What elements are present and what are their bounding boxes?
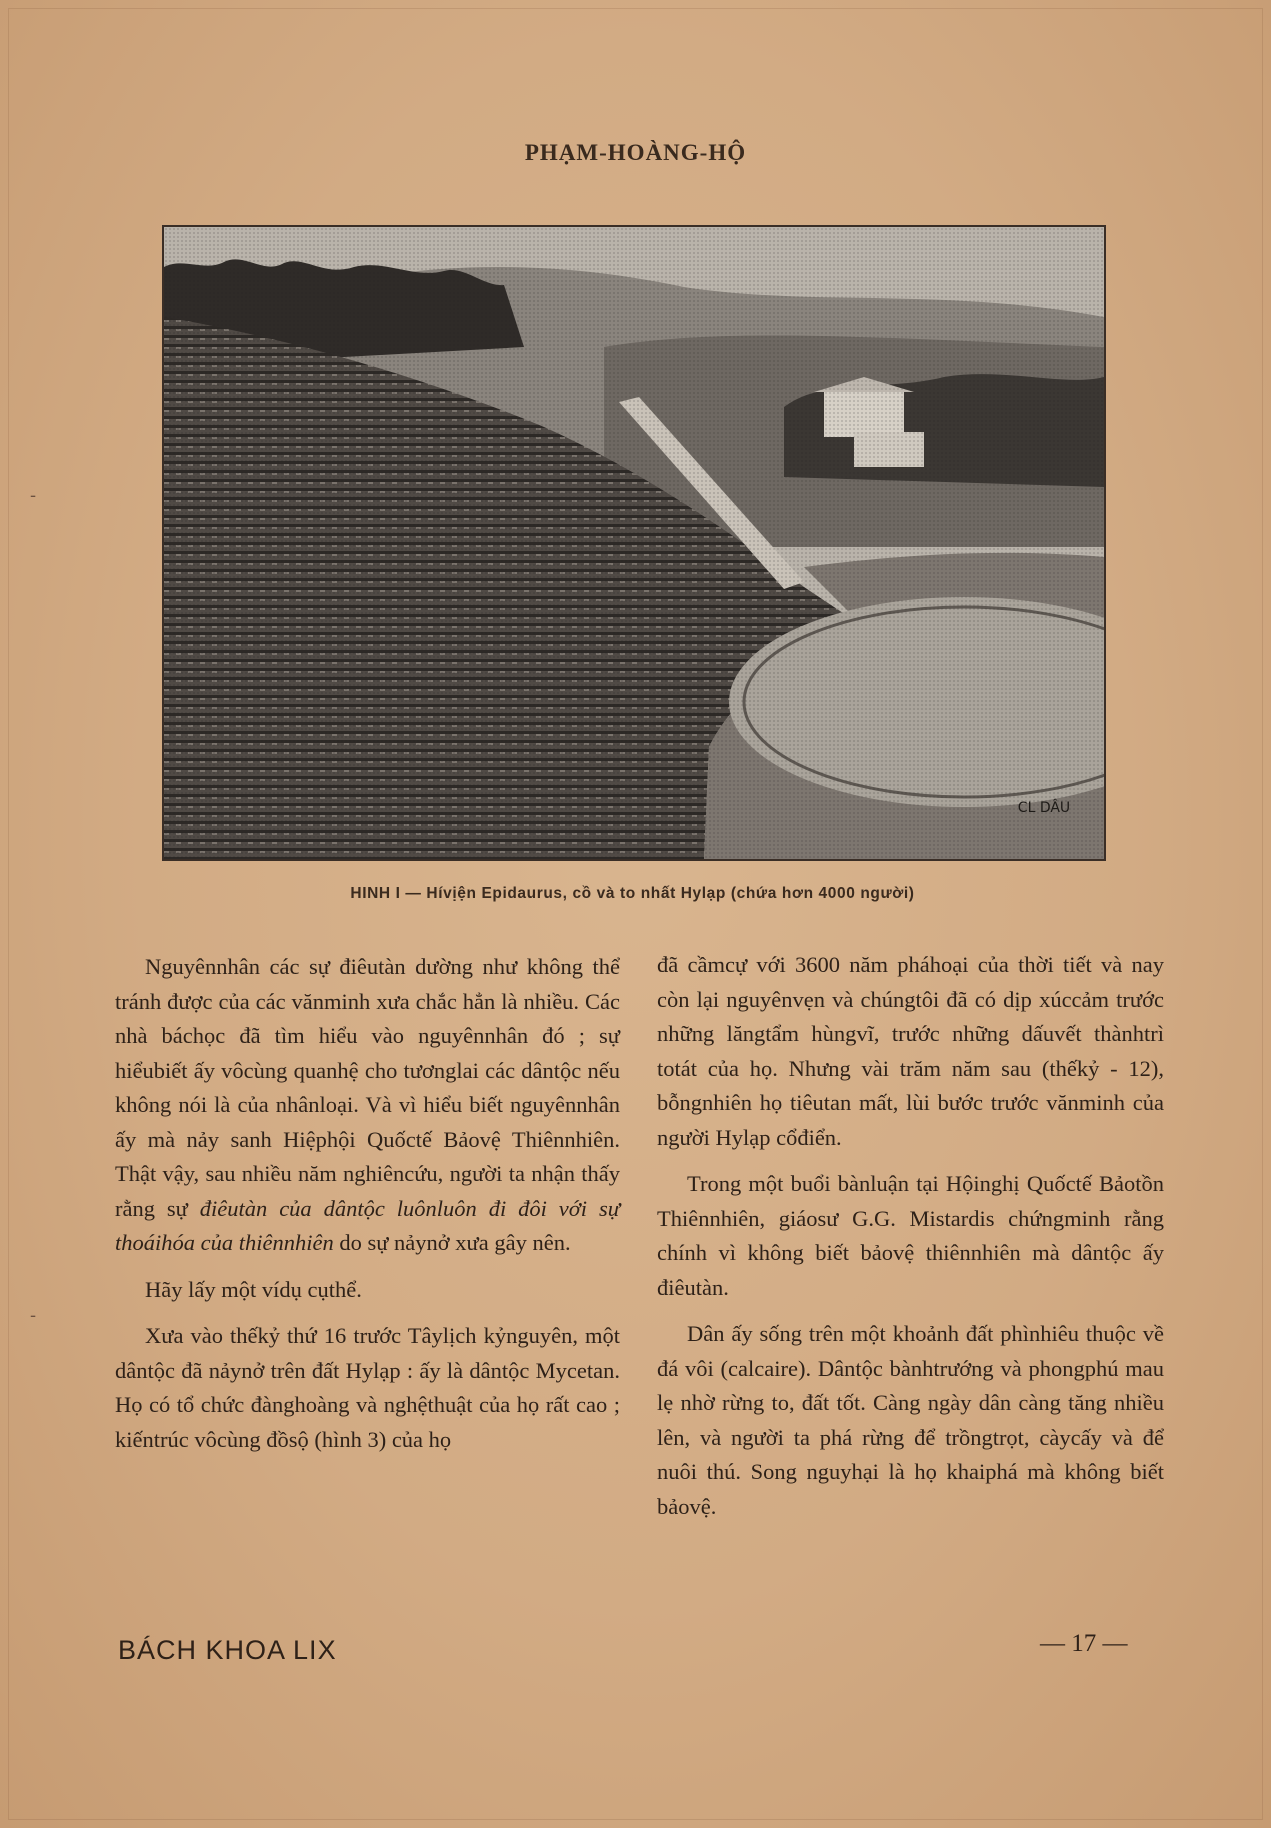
paragraph-text: do sự nảynở xưa gây nên. <box>333 1230 571 1255</box>
paragraph: Trong một buổi bànluận tại Hộinghị Quốctế Bảotồn Thiênnhiên, giáosư G.G. Mistardis chứngminh rằng chính vì không biết bảovệ thiênnhiên mà dântộc ấy điêutàn. <box>657 1171 1164 1300</box>
paragraph: đã cầmcự với 3600 năm pháhoại của thời tiết và nay còn lại nguyênvẹn và chúngtôi đã có dịp xúccảm trước những lăngtẩm hùngvĩ, trước những dấuvết thànhtrì totát của họ. Nhưng vài trăm năm sau (thếkỷ - 12), bỗngnhiên họ tiêutan mất, lùi bước trước vănminh của người Hylạp cổđiển. <box>657 952 1164 1150</box>
paragraph: Dân ấy sống trên một khoảnh đất phìnhiêu thuộc về đá vôi (calcaire). Dântộc bànhtrướng và phongphú mau lẹ nhờ rừng to, đất tốt. Càng ngày dân càng tăng nhiều lên, và người ta phá rừng để trồngtrọt, càycấy và để nuôi thú. Song nguyhại là họ khaiphá mà không biết bảovệ. <box>657 1321 1164 1519</box>
figure-caption: HINH I — Hívịện Epidaurus, cồ và to nhất Hylạp (chứa hơn 4000 người) <box>350 885 915 902</box>
left-column <box>115 950 620 1469</box>
journal-name: BÁCH KHOA LIX <box>118 1635 337 1665</box>
margin-mark: - <box>30 1305 37 1326</box>
paragraph: Xưa vào thếkỷ thứ 16 trước Tâylịch kỷnguyên, một dântộc đã nảynở trên đất Hylạp : ấy là dântộc Mycetan. Họ có tổ chức đànghoàng và nghệthuật của họ rất cao ; kiếntrúc vôcùng đồsộ (hình 3) của họ <box>115 1323 620 1452</box>
paragraph: Hãy lấy một vídụ cụthể. <box>145 1276 362 1302</box>
amphitheatre-photo <box>164 227 1104 859</box>
paragraph <box>115 950 620 1261</box>
paragraph-italic-text: điêutàn của dântộc luônluôn đi đôi với sự thoáihóa của thiênnhiên <box>115 1195 620 1255</box>
margin-mark: - <box>30 485 37 506</box>
right-column <box>657 948 1164 1536</box>
page-header-author: PHẠM-HOÀNG-HỘ <box>524 140 747 165</box>
photo-signature: CL DÂU <box>1017 800 1071 816</box>
page-number: — 17 — <box>1040 1630 1128 1657</box>
figure-photo <box>162 225 1106 861</box>
paragraph-text: Nguyênnhân các sự điêutàn dường như không thể tránh được của các vănminh xưa chắc hẳn là nhiều. Các nhà báchọc đã tìm hiểu vào nguyênnhân đó ; sự hiểubiết ấy vôcùng quanhệ cho tươnglai các dântộc nếu không nói là của nhânloại. Và vì hiểu biết nguyênnhân ấy mà nảy sanh Hiệphội Quốctế Bảovệ Thiênnhiên. Thật vậy, sau nhiều năm nghiêncứu, người ta nhận thấy rằng sự <box>115 954 620 1221</box>
